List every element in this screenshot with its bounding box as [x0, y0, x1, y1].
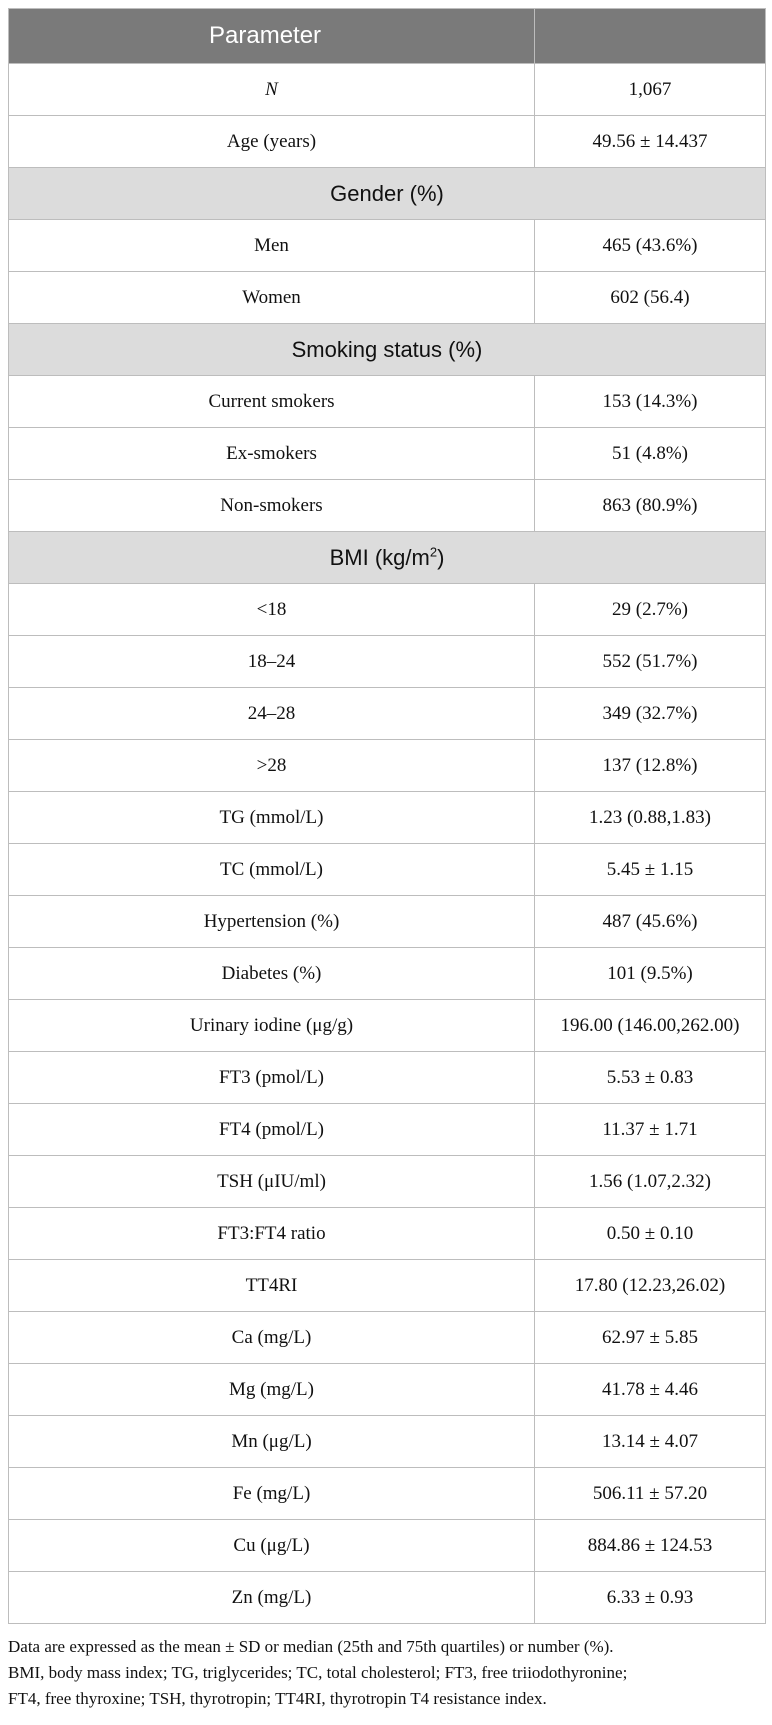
value-cell: 552 (51.7%) [535, 636, 766, 688]
value-cell: 863 (80.9%) [535, 480, 766, 532]
footnote-line-2: BMI, body mass index; TG, triglycerides; TC, total cholesterol; FT3, free triiodothyronine; [8, 1663, 628, 1682]
parameter-cell: FT4 (pmol/L) [9, 1104, 535, 1156]
value-cell: 51 (4.8%) [535, 428, 766, 480]
value-cell: 153 (14.3%) [535, 376, 766, 428]
table-row [9, 1572, 766, 1624]
parameter-cell: >28 [9, 740, 535, 792]
section-label-text: Smoking status (%) [291, 336, 483, 362]
value-cell: 101 (9.5%) [535, 948, 766, 1000]
value-cell: 41.78 ± 4.46 [535, 1364, 766, 1416]
parameter-cell: Fe (mg/L) [9, 1468, 535, 1520]
table-row [9, 1260, 766, 1312]
value-cell: 6.33 ± 0.93 [535, 1572, 766, 1624]
table-row [9, 844, 766, 896]
table-header-row [9, 9, 766, 64]
parameter-cell: Non-smokers [9, 480, 535, 532]
section-label-text: BMI (kg/m [329, 544, 430, 570]
table-row [9, 1052, 766, 1104]
value-cell: 1.56 (1.07,2.32) [535, 1156, 766, 1208]
table-row [9, 1468, 766, 1520]
parameter-cell: Diabetes (%) [9, 948, 535, 1000]
section-label-superscript: 2 [429, 544, 438, 560]
header-value [535, 9, 766, 64]
characteristics-table [8, 8, 766, 1624]
table-row [9, 376, 766, 428]
table-row [9, 1104, 766, 1156]
parameter-cell: 24–28 [9, 688, 535, 740]
table-row [9, 480, 766, 532]
value-cell: 5.53 ± 0.83 [535, 1052, 766, 1104]
parameter-cell: <18 [9, 584, 535, 636]
value-cell: 11.37 ± 1.71 [535, 1104, 766, 1156]
table-row [9, 272, 766, 324]
parameter-cell: Mg (mg/L) [9, 1364, 535, 1416]
parameter-cell: FT3 (pmol/L) [9, 1052, 535, 1104]
table-row [9, 896, 766, 948]
parameter-cell: N [9, 64, 535, 116]
section-label-text: Gender (%) [330, 180, 444, 206]
value-cell: 5.45 ± 1.15 [535, 844, 766, 896]
value-cell: 137 (12.8%) [535, 740, 766, 792]
table-row [9, 1520, 766, 1572]
section-header-row [9, 168, 766, 220]
table-body [9, 64, 766, 1624]
parameter-cell: TC (mmol/L) [9, 844, 535, 896]
value-cell: 13.14 ± 4.07 [535, 1416, 766, 1468]
table-row [9, 1312, 766, 1364]
parameter-cell: TSH (μIU/ml) [9, 1156, 535, 1208]
parameter-cell: Ca (mg/L) [9, 1312, 535, 1364]
section-label [9, 324, 766, 376]
section-label [9, 532, 766, 584]
value-cell: 465 (43.6%) [535, 220, 766, 272]
table-row [9, 688, 766, 740]
table-row [9, 636, 766, 688]
parameter-cell: Mn (μg/L) [9, 1416, 535, 1468]
value-cell: 1,067 [535, 64, 766, 116]
parameter-cell: Hypertension (%) [9, 896, 535, 948]
table-row [9, 584, 766, 636]
table-row [9, 792, 766, 844]
value-cell: 506.11 ± 57.20 [535, 1468, 766, 1520]
parameter-cell: Men [9, 220, 535, 272]
value-cell: 349 (32.7%) [535, 688, 766, 740]
section-header-row [9, 324, 766, 376]
table-row [9, 740, 766, 792]
table-row [9, 1364, 766, 1416]
footnote-line-1: Data are expressed as the mean ± SD or median (25th and 75th quartiles) or number (%). [8, 1637, 614, 1656]
table-row [9, 1208, 766, 1260]
section-label-suffix: ) [437, 544, 445, 570]
value-cell: 29 (2.7%) [535, 584, 766, 636]
characteristics-table-container [8, 8, 765, 1712]
value-cell: 0.50 ± 0.10 [535, 1208, 766, 1260]
value-cell: 884.86 ± 124.53 [535, 1520, 766, 1572]
parameter-cell: Current smokers [9, 376, 535, 428]
table-row [9, 428, 766, 480]
parameter-cell: TT4RI [9, 1260, 535, 1312]
section-label [9, 168, 766, 220]
value-cell: 62.97 ± 5.85 [535, 1312, 766, 1364]
table-row [9, 64, 766, 116]
table-row [9, 220, 766, 272]
parameter-cell: Zn (mg/L) [9, 1572, 535, 1624]
header-parameter: Parameter [9, 9, 535, 64]
value-cell: 196.00 (146.00,262.00) [535, 1000, 766, 1052]
table-row [9, 116, 766, 168]
table-row [9, 1416, 766, 1468]
parameter-cell: TG (mmol/L) [9, 792, 535, 844]
value-cell: 487 (45.6%) [535, 896, 766, 948]
table-row [9, 948, 766, 1000]
footnote-line-3: FT4, free thyroxine; TSH, thyrotropin; TT4RI, thyrotropin T4 resistance index. [8, 1689, 547, 1708]
parameter-cell: Age (years) [9, 116, 535, 168]
parameter-cell: Urinary iodine (μg/g) [9, 1000, 535, 1052]
parameter-cell: Women [9, 272, 535, 324]
value-cell: 602 (56.4) [535, 272, 766, 324]
parameter-cell: Ex-smokers [9, 428, 535, 480]
parameter-cell: Cu (μg/L) [9, 1520, 535, 1572]
table-row [9, 1000, 766, 1052]
table-footnote [8, 1634, 765, 1712]
value-cell: 1.23 (0.88,1.83) [535, 792, 766, 844]
value-cell: 49.56 ± 14.437 [535, 116, 766, 168]
section-header-row [9, 532, 766, 584]
value-cell: 17.80 (12.23,26.02) [535, 1260, 766, 1312]
parameter-cell: 18–24 [9, 636, 535, 688]
table-row [9, 1156, 766, 1208]
parameter-cell: FT3:FT4 ratio [9, 1208, 535, 1260]
